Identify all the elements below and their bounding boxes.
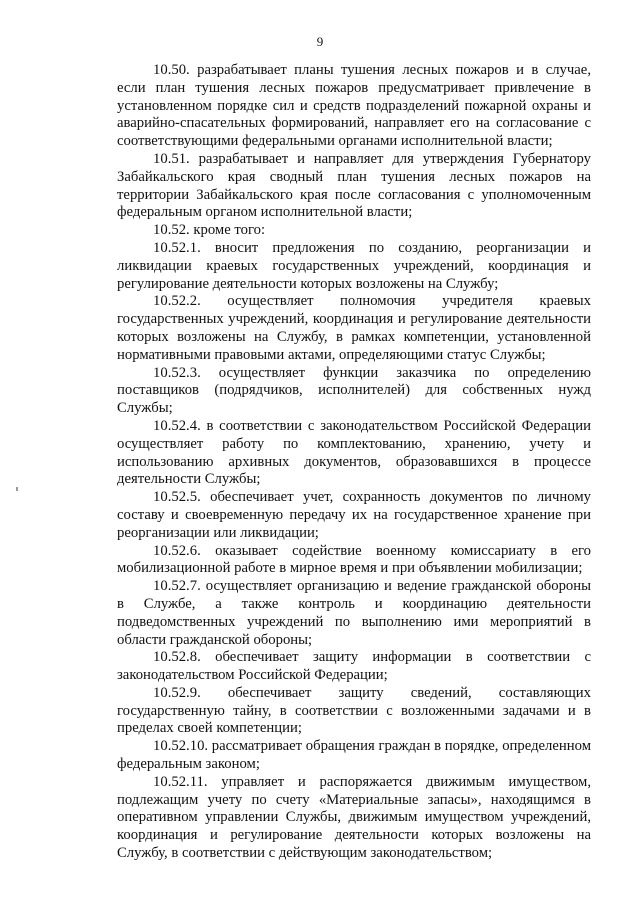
paragraph-10-52-1: 10.52.1. вносит предложения по созданию, реорганизации и ликвидации краевых государственных учреждений, координация и регулирование деятельности которых возложены на Службу; [117, 239, 591, 292]
paragraph-10-51: 10.51. разрабатывает и направляет для утверждения Губернатору Забайкальского края сводный план тушения лесных пожаров на территории Забайкальского края после согласования с уполномоченным федеральным органом исполнительной власти; [117, 150, 591, 221]
paragraph-10-52-10: 10.52.10. рассматривает обращения граждан в порядке, определенном федеральным законом; [117, 738, 591, 773]
paragraph-10-52-6: 10.52.6. оказывает содействие военному комиссариату в его мобилизационной работе в мирное время и при объявлении мобилизации; [117, 542, 591, 577]
paragraph-10-52-11: 10.52.11. управляет и распоряжается движимым имуществом, подлежащим учету по счету «Материальные запасы», находящимся в оперативном управлении Службы, движимым имуществом учреждений, координация и регулирование деятельности которых возложены на Службу, в соответствии с действующим законодательством; [117, 773, 591, 862]
paragraph-10-50: 10.50. разрабатывает планы тушения лесных пожаров и в случае, если план тушения лесных пожаров предусматривает привлечение в установленном порядке сил и средств подразделений пожарной охраны и аварийно-спасательных формирований, направляет его на согласование с соответствующими федеральными органами исполнительной власти; [117, 62, 591, 150]
paragraph-10-52-7: 10.52.7. осуществляет организацию и ведение гражданской обороны в Службе, а также контроль и координацию деятельности подведомственных учреждений по выполнению ими мероприятий в области гражданской обороны; [117, 578, 591, 648]
paragraph-10-52-3: 10.52.3. осуществляет функции заказчика по определению поставщиков (подрядчиков, исполнителей) для собственных нужд Службы; [117, 364, 591, 417]
paragraph-10-52-2: 10.52.2. осуществляет полномочия учредителя краевых государственных учреждений, координация и регулирование деятельности которых возложены на Службу, в рамках компетенции, установленной нормативными правовыми актами, определяющими статус Службы; [117, 293, 591, 363]
paragraph-10-52: 10.52. кроме того: [153, 222, 266, 239]
paragraph-10-52-4: 10.52.4. в соответствии с законодательством Российской Федерации осуществляет работу по комплектованию, хранению, учету и использованию архивных документов, образовавшихся в процессе деятельности Службы; [117, 417, 591, 488]
paragraph-10-52-9: 10.52.9. обеспечивает защиту сведений, составляющих государственную тайну, в соответствии с возложенными задачами и в пределах своей компетенции; [117, 684, 591, 737]
page-number: 9 [316, 34, 324, 49]
scan-mark [16, 487, 18, 491]
document-body [117, 62, 591, 863]
paragraph-10-52-8: 10.52.8. обеспечивает защиту информации в соответствии с законодательством Российской Федерации; [117, 649, 591, 684]
paragraph-10-52-5: 10.52.5. обеспечивает учет, сохранность документов по личному составу и своевременную передачу их на государственное хранение при реорганизации или ликвидации; [117, 489, 591, 541]
